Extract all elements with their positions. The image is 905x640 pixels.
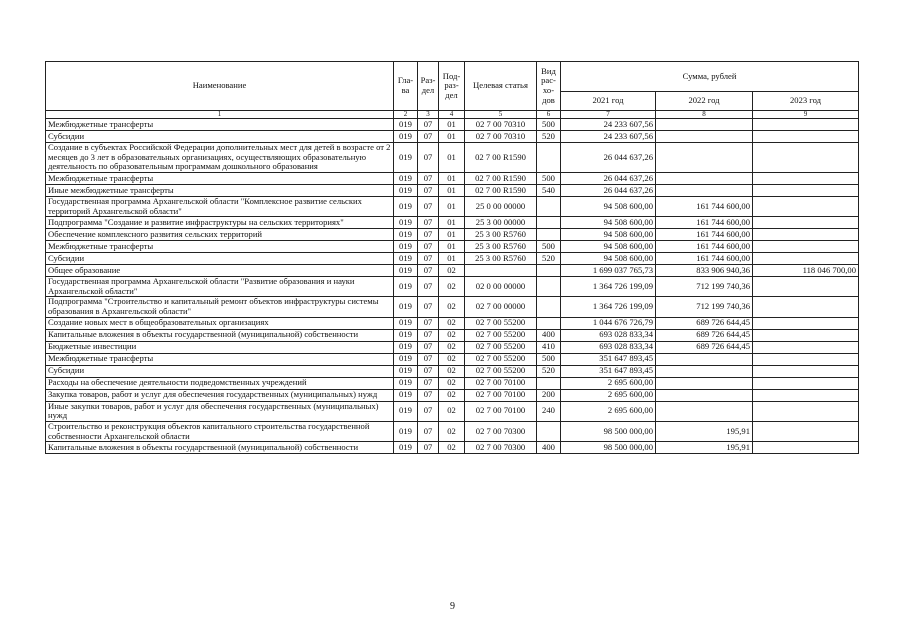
- row-glava: 019: [394, 229, 418, 241]
- row-target: 25 3 00 00000: [465, 217, 537, 229]
- row-razdel: 07: [418, 143, 439, 173]
- row-sum-2022: [656, 353, 753, 365]
- row-sum-2021: 693 028 833,34: [561, 329, 656, 341]
- row-name: Обеспечение комплексного развития сельских территорий: [46, 229, 394, 241]
- row-name: Субсидии: [46, 365, 394, 377]
- row-podrazdel: 02: [439, 401, 465, 421]
- row-sum-2023: [753, 353, 859, 365]
- row-sum-2021: 1 364 726 199,09: [561, 297, 656, 317]
- row-target: 25 3 00 R5760: [465, 241, 537, 253]
- row-podrazdel: 02: [439, 329, 465, 341]
- row-podrazdel: 02: [439, 353, 465, 365]
- row-razdel: 07: [418, 277, 439, 297]
- row-razdel: 07: [418, 353, 439, 365]
- row-sum-2021: 94 508 600,00: [561, 229, 656, 241]
- row-name: Субсидии: [46, 131, 394, 143]
- row-sum-2022: [656, 365, 753, 377]
- header-razdel: Раз-дел: [418, 62, 439, 111]
- table-row: [46, 442, 859, 454]
- row-sum-2021: 1 364 726 199,09: [561, 277, 656, 297]
- row-glava: 019: [394, 401, 418, 421]
- row-glava: 019: [394, 253, 418, 265]
- budget-table: [45, 61, 859, 454]
- row-name: Создание в субъектах Российской Федерации дополнительных мест для детей в возрасте от 2 месяцев до 3 лет в образовательных организациях, осуществляющих образовательную деятельность по образовательным программам дошкольного образования: [46, 143, 394, 173]
- row-glava: 019: [394, 377, 418, 389]
- row-razdel: 07: [418, 265, 439, 277]
- row-sum-2023: [753, 131, 859, 143]
- row-name: Государственная программа Архангельской области "Развитие образования и науки Архангельской области": [46, 277, 394, 297]
- header-year-2021: 2021 год: [561, 92, 656, 111]
- row-glava: 019: [394, 196, 418, 216]
- row-razdel: 07: [418, 442, 439, 454]
- row-sum-2021: 98 500 000,00: [561, 442, 656, 454]
- row-vid: 500: [537, 172, 561, 184]
- row-target: 02 7 00 R1590: [465, 172, 537, 184]
- row-name: Межбюджетные трансферты: [46, 119, 394, 131]
- row-sum-2023: [753, 329, 859, 341]
- row-glava: 019: [394, 329, 418, 341]
- row-target: 02 0 00 00000: [465, 277, 537, 297]
- row-name: Общее образование: [46, 265, 394, 277]
- row-podrazdel: 01: [439, 184, 465, 196]
- header-sum: Сумма, рублей: [561, 62, 859, 92]
- row-name: Подпрограмма "Строительство и капитальный ремонт объектов инфраструктуры системы образования в Архангельской области": [46, 297, 394, 317]
- row-sum-2023: [753, 377, 859, 389]
- row-sum-2023: [753, 241, 859, 253]
- col-number: 5: [465, 111, 537, 119]
- row-sum-2022: 712 199 740,36: [656, 297, 753, 317]
- table-row: [46, 401, 859, 421]
- row-target: 02 7 00 R1590: [465, 184, 537, 196]
- row-sum-2022: 712 199 740,36: [656, 277, 753, 297]
- row-name: Иные закупки товаров, работ и услуг для обеспечения государственных (муниципальных) нужд: [46, 401, 394, 421]
- row-podrazdel: 02: [439, 389, 465, 401]
- table-row: [46, 277, 859, 297]
- row-target: 02 7 00 70100: [465, 401, 537, 421]
- row-sum-2023: [753, 317, 859, 329]
- row-target: 25 3 00 R5760: [465, 229, 537, 241]
- col-number: 1: [46, 111, 394, 119]
- row-target: [465, 265, 537, 277]
- row-sum-2021: 693 028 833,34: [561, 341, 656, 353]
- col-number: 2: [394, 111, 418, 119]
- row-glava: 019: [394, 389, 418, 401]
- row-name: Иные межбюджетные трансферты: [46, 184, 394, 196]
- row-razdel: 07: [418, 217, 439, 229]
- row-glava: 019: [394, 353, 418, 365]
- row-razdel: 07: [418, 401, 439, 421]
- row-razdel: 07: [418, 241, 439, 253]
- table-row: [46, 184, 859, 196]
- row-target: 02 7 00 55200: [465, 341, 537, 353]
- row-sum-2023: [753, 365, 859, 377]
- row-sum-2023: 118 046 700,00: [753, 265, 859, 277]
- row-podrazdel: 01: [439, 253, 465, 265]
- row-podrazdel: 01: [439, 196, 465, 216]
- row-razdel: 07: [418, 196, 439, 216]
- table-row: [46, 341, 859, 353]
- row-sum-2022: [656, 184, 753, 196]
- row-glava: 019: [394, 143, 418, 173]
- row-target: 02 7 00 70100: [465, 377, 537, 389]
- row-sum-2022: [656, 119, 753, 131]
- row-glava: 019: [394, 265, 418, 277]
- row-sum-2021: 351 647 893,45: [561, 353, 656, 365]
- table-row: [46, 172, 859, 184]
- row-sum-2022: 161 744 600,00: [656, 253, 753, 265]
- row-vid: [537, 265, 561, 277]
- col-number: 8: [656, 111, 753, 119]
- row-glava: 019: [394, 421, 418, 441]
- row-sum-2023: [753, 421, 859, 441]
- table-row: [46, 377, 859, 389]
- row-glava: 019: [394, 184, 418, 196]
- table-row: [46, 317, 859, 329]
- row-vid: 400: [537, 329, 561, 341]
- row-vid: 540: [537, 184, 561, 196]
- row-name: Подпрограмма "Создание и развитие инфраструктуры на сельских территориях": [46, 217, 394, 229]
- row-glava: 019: [394, 277, 418, 297]
- row-sum-2022: 195,91: [656, 442, 753, 454]
- row-sum-2021: 2 695 600,00: [561, 389, 656, 401]
- row-podrazdel: 02: [439, 297, 465, 317]
- row-sum-2022: 161 744 600,00: [656, 241, 753, 253]
- row-sum-2023: [753, 253, 859, 265]
- row-name: Закупка товаров, работ и услуг для обеспечения государственных (муниципальных) нужд: [46, 389, 394, 401]
- row-razdel: 07: [418, 297, 439, 317]
- row-vid: 500: [537, 241, 561, 253]
- row-sum-2021: 94 508 600,00: [561, 196, 656, 216]
- row-vid: [537, 317, 561, 329]
- row-target: 25 0 00 00000: [465, 196, 537, 216]
- row-glava: 019: [394, 365, 418, 377]
- row-glava: 019: [394, 341, 418, 353]
- row-sum-2022: 689 726 644,45: [656, 317, 753, 329]
- row-vid: [537, 421, 561, 441]
- row-sum-2023: [753, 143, 859, 173]
- row-glava: 019: [394, 131, 418, 143]
- header-glava: Гла-ва: [394, 62, 418, 111]
- row-sum-2023: [753, 229, 859, 241]
- row-razdel: 07: [418, 317, 439, 329]
- row-vid: 410: [537, 341, 561, 353]
- row-vid: [537, 143, 561, 173]
- row-vid: [537, 217, 561, 229]
- row-sum-2022: 161 744 600,00: [656, 229, 753, 241]
- row-name: Расходы на обеспечение деятельности подведомственных учреждений: [46, 377, 394, 389]
- row-name: Субсидии: [46, 253, 394, 265]
- row-name: Бюджетные инвестиции: [46, 341, 394, 353]
- row-glava: 019: [394, 297, 418, 317]
- row-razdel: 07: [418, 119, 439, 131]
- row-sum-2023: [753, 119, 859, 131]
- row-target: 02 7 00 55200: [465, 329, 537, 341]
- row-sum-2021: 24 233 607,56: [561, 131, 656, 143]
- header-podrazdel: Под-раз-дел: [439, 62, 465, 111]
- row-sum-2022: 689 726 644,45: [656, 329, 753, 341]
- header-vid: Вид рас-хо-дов: [537, 62, 561, 111]
- col-number: 7: [561, 111, 656, 119]
- row-sum-2023: [753, 196, 859, 216]
- row-vid: 240: [537, 401, 561, 421]
- row-target: 25 3 00 R5760: [465, 253, 537, 265]
- row-name: Капитальные вложения в объекты государственной (муниципальной) собственности: [46, 329, 394, 341]
- row-razdel: 07: [418, 184, 439, 196]
- row-razdel: 07: [418, 377, 439, 389]
- row-podrazdel: 02: [439, 317, 465, 329]
- row-sum-2021: 2 695 600,00: [561, 401, 656, 421]
- row-razdel: 07: [418, 341, 439, 353]
- row-vid: 520: [537, 365, 561, 377]
- row-razdel: 07: [418, 172, 439, 184]
- row-sum-2023: [753, 184, 859, 196]
- row-glava: 019: [394, 119, 418, 131]
- row-name: Создание новых мест в общеобразовательных организациях: [46, 317, 394, 329]
- row-vid: 520: [537, 131, 561, 143]
- header-name: Наименование: [46, 62, 394, 111]
- row-sum-2021: 94 508 600,00: [561, 241, 656, 253]
- row-sum-2023: [753, 217, 859, 229]
- table-row: [46, 253, 859, 265]
- row-sum-2021: 26 044 637,26: [561, 143, 656, 173]
- row-target: 02 7 00 70310: [465, 119, 537, 131]
- row-podrazdel: 02: [439, 265, 465, 277]
- table-row: [46, 119, 859, 131]
- row-razdel: 07: [418, 389, 439, 401]
- row-sum-2022: [656, 172, 753, 184]
- table-row: [46, 365, 859, 377]
- row-vid: [537, 297, 561, 317]
- row-sum-2022: [656, 377, 753, 389]
- row-razdel: 07: [418, 131, 439, 143]
- row-target: 02 7 00 70300: [465, 421, 537, 441]
- col-number: 3: [418, 111, 439, 119]
- row-sum-2023: [753, 442, 859, 454]
- col-number: 9: [753, 111, 859, 119]
- row-sum-2022: [656, 131, 753, 143]
- col-number: 4: [439, 111, 465, 119]
- row-podrazdel: 02: [439, 341, 465, 353]
- row-glava: 019: [394, 172, 418, 184]
- row-vid: [537, 196, 561, 216]
- table-row: [46, 217, 859, 229]
- table-header: [46, 62, 859, 119]
- table-row: [46, 229, 859, 241]
- row-sum-2021: 1 044 676 726,79: [561, 317, 656, 329]
- row-sum-2022: [656, 143, 753, 173]
- row-podrazdel: 02: [439, 377, 465, 389]
- table-row: [46, 241, 859, 253]
- table-row: [46, 265, 859, 277]
- header-target: Целевая статья: [465, 62, 537, 111]
- row-razdel: 07: [418, 365, 439, 377]
- row-podrazdel: 02: [439, 277, 465, 297]
- row-sum-2023: [753, 389, 859, 401]
- row-sum-2022: [656, 389, 753, 401]
- row-sum-2022: 195,91: [656, 421, 753, 441]
- row-vid: [537, 277, 561, 297]
- row-sum-2021: 1 699 037 765,73: [561, 265, 656, 277]
- row-glava: 019: [394, 241, 418, 253]
- row-target: 02 7 00 55200: [465, 317, 537, 329]
- row-name: Государственная программа Архангельской области "Комплексное развитие сельских территорий Архангельской области": [46, 196, 394, 216]
- row-sum-2021: 94 508 600,00: [561, 217, 656, 229]
- row-vid: [537, 377, 561, 389]
- row-podrazdel: 02: [439, 442, 465, 454]
- row-target: 02 7 00 00000: [465, 297, 537, 317]
- row-vid: 400: [537, 442, 561, 454]
- row-sum-2021: 351 647 893,45: [561, 365, 656, 377]
- row-sum-2022: [656, 401, 753, 421]
- row-sum-2022: 689 726 644,45: [656, 341, 753, 353]
- row-sum-2021: 24 233 607,56: [561, 119, 656, 131]
- row-podrazdel: 01: [439, 143, 465, 173]
- row-sum-2023: [753, 172, 859, 184]
- row-podrazdel: 01: [439, 119, 465, 131]
- col-number: 6: [537, 111, 561, 119]
- row-target: 02 7 00 70300: [465, 442, 537, 454]
- row-vid: [537, 229, 561, 241]
- row-vid: 500: [537, 119, 561, 131]
- row-glava: 019: [394, 317, 418, 329]
- table-body: [46, 119, 859, 454]
- table-row: [46, 143, 859, 173]
- row-vid: 500: [537, 353, 561, 365]
- row-podrazdel: 02: [439, 421, 465, 441]
- row-razdel: 07: [418, 329, 439, 341]
- row-sum-2022: 161 744 600,00: [656, 196, 753, 216]
- row-glava: 019: [394, 442, 418, 454]
- row-podrazdel: 01: [439, 131, 465, 143]
- header-year-2022: 2022 год: [656, 92, 753, 111]
- row-sum-2023: [753, 401, 859, 421]
- table-row: [46, 389, 859, 401]
- row-podrazdel: 01: [439, 172, 465, 184]
- row-glava: 019: [394, 217, 418, 229]
- row-target: 02 7 00 70100: [465, 389, 537, 401]
- row-target: 02 7 00 R1590: [465, 143, 537, 173]
- column-number-row: [46, 111, 859, 119]
- row-razdel: 07: [418, 253, 439, 265]
- row-target: 02 7 00 70310: [465, 131, 537, 143]
- row-podrazdel: 02: [439, 365, 465, 377]
- table-row: [46, 196, 859, 216]
- row-name: Межбюджетные трансферты: [46, 172, 394, 184]
- row-sum-2021: 26 044 637,26: [561, 172, 656, 184]
- row-sum-2023: [753, 297, 859, 317]
- row-razdel: 07: [418, 229, 439, 241]
- row-sum-2021: 2 695 600,00: [561, 377, 656, 389]
- row-name: Межбюджетные трансферты: [46, 353, 394, 365]
- row-target: 02 7 00 55200: [465, 365, 537, 377]
- table-row: [46, 329, 859, 341]
- row-target: 02 7 00 55200: [465, 353, 537, 365]
- row-vid: 520: [537, 253, 561, 265]
- row-sum-2022: 161 744 600,00: [656, 217, 753, 229]
- table-row: [46, 353, 859, 365]
- row-name: Межбюджетные трансферты: [46, 241, 394, 253]
- row-sum-2023: [753, 341, 859, 353]
- row-razdel: 07: [418, 421, 439, 441]
- table-row: [46, 131, 859, 143]
- row-podrazdel: 01: [439, 241, 465, 253]
- row-vid: 200: [537, 389, 561, 401]
- row-podrazdel: 01: [439, 229, 465, 241]
- row-name: Капитальные вложения в объекты государственной (муниципальной) собственности: [46, 442, 394, 454]
- header-year-2023: 2023 год: [753, 92, 859, 111]
- row-sum-2021: 26 044 637,26: [561, 184, 656, 196]
- row-sum-2021: 98 500 000,00: [561, 421, 656, 441]
- row-sum-2022: 833 906 940,36: [656, 265, 753, 277]
- page-number: 9: [450, 601, 455, 612]
- row-sum-2021: 94 508 600,00: [561, 253, 656, 265]
- row-podrazdel: 01: [439, 217, 465, 229]
- table-row: [46, 297, 859, 317]
- row-sum-2023: [753, 277, 859, 297]
- table-row: [46, 421, 859, 441]
- row-name: Строительство и реконструкция объектов капитального строительства государственной собственности Архангельской области: [46, 421, 394, 441]
